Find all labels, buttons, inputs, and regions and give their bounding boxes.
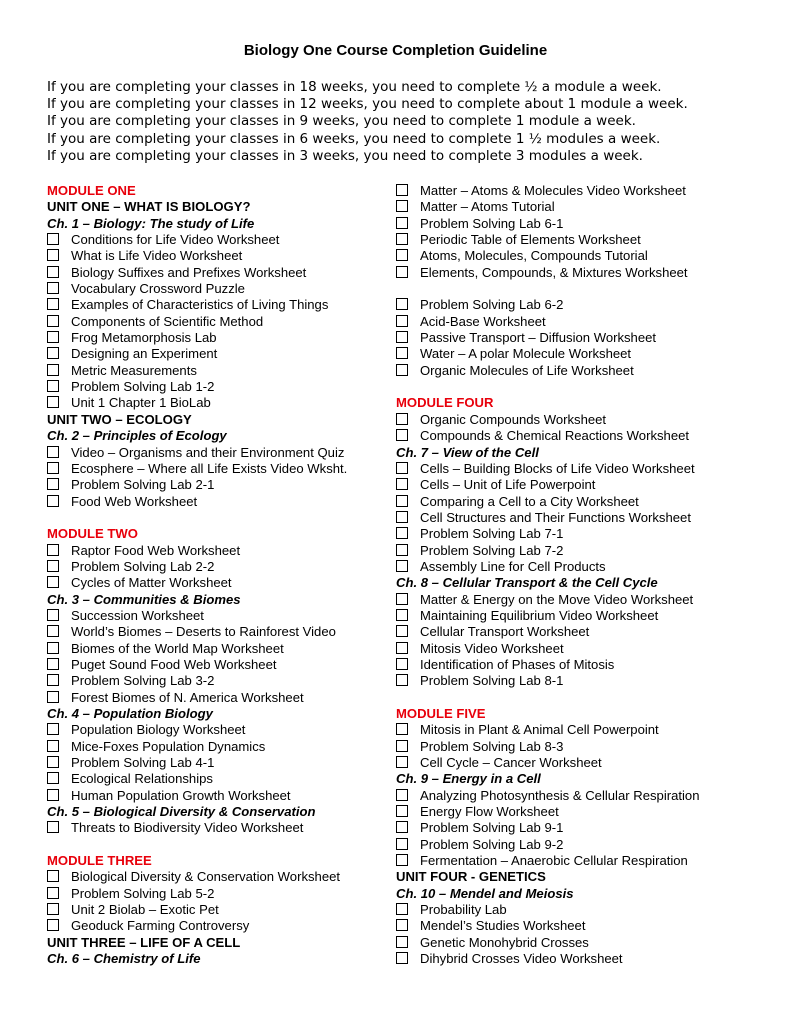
checklist-item-label: Biology Suffixes and Prefixes Worksheet: [71, 264, 307, 280]
checklist-item-label: Problem Solving Lab 1-2: [71, 379, 215, 395]
checklist-item[interactable]: [396, 297, 756, 313]
intro-paragraph: [47, 79, 688, 165]
checkbox[interactable]: [47, 495, 59, 507]
checklist-item-label: Problem Solving Lab 9-2: [420, 836, 564, 852]
checklist-item[interactable]: [396, 657, 756, 673]
checklist-item-label: Designing an Experiment: [71, 346, 218, 362]
checklist-item-label: Dihybrid Crosses Video Worksheet: [420, 951, 623, 967]
checklist-item[interactable]: [47, 281, 387, 297]
checkbox[interactable]: [47, 870, 59, 882]
checklist-item-label: Organic Molecules of Life Worksheet: [420, 362, 634, 378]
checklist-item-label: Assembly Line for Cell Products: [420, 558, 606, 574]
checklist-item[interactable]: [396, 788, 756, 804]
checklist-item[interactable]: [396, 232, 756, 248]
checkbox[interactable]: [396, 821, 408, 833]
checklist-item-label: Maintaining Equilibrium Video Worksheet: [420, 607, 659, 623]
checklist-item-label: Analyzing Photosynthesis & Cellular Respiration: [420, 787, 700, 803]
checklist-item-label: Cell Cycle – Cancer Worksheet: [420, 755, 602, 771]
checklist-item-label: Succession Worksheet: [71, 607, 204, 623]
checklist-item-label: Genetic Monohybrid Crosses: [420, 934, 589, 950]
module-heading: MODULE TWO: [47, 526, 138, 542]
checklist-item-label: Mitosis in Plant & Animal Cell Powerpoint: [420, 722, 659, 738]
checkbox[interactable]: [396, 249, 408, 261]
unit-heading: UNIT THREE – LIFE OF A CELL: [47, 934, 241, 950]
checkbox[interactable]: [396, 233, 408, 245]
checkbox[interactable]: [396, 429, 408, 441]
checkbox[interactable]: [47, 772, 59, 784]
checklist-item-label: Conditions for Life Video Worksheet: [71, 232, 280, 248]
checklist-item-label: Video – Organisms and their Environment Quiz: [71, 444, 345, 460]
checkbox[interactable]: [396, 560, 408, 572]
checkbox[interactable]: [47, 347, 59, 359]
checkbox[interactable]: [47, 396, 59, 408]
checkbox[interactable]: [47, 446, 59, 458]
checklist-item-label: Matter & Energy on the Move Video Worksheet: [420, 591, 694, 607]
checklist-item-label: What is Life Video Worksheet: [71, 248, 243, 264]
checkbox[interactable]: [47, 560, 59, 572]
checklist-item[interactable]: [396, 265, 756, 281]
chapter-heading: Ch. 9 – Energy in a Cell: [396, 771, 541, 787]
checkbox[interactable]: [47, 756, 59, 768]
checkbox[interactable]: [396, 642, 408, 654]
checklist-item[interactable]: [47, 314, 387, 330]
checklist-item[interactable]: [47, 820, 387, 836]
checklist-item-label: Fermentation – Anaerobic Cellular Respiration: [420, 853, 688, 869]
checkbox[interactable]: [47, 658, 59, 670]
checklist-item-label: Mitosis Video Worksheet: [420, 640, 564, 656]
checklist-item-label: Problem Solving Lab 3-2: [71, 673, 215, 689]
checklist-item[interactable]: [396, 951, 756, 967]
checkbox[interactable]: [47, 625, 59, 637]
checklist-item-label: Problem Solving Lab 5-2: [71, 885, 215, 901]
checkbox[interactable]: [47, 233, 59, 245]
checkbox[interactable]: [396, 184, 408, 196]
checkbox[interactable]: [396, 347, 408, 359]
checklist-item-label: Probability Lab: [420, 902, 507, 918]
checkbox[interactable]: [47, 478, 59, 490]
checklist-item[interactable]: [396, 820, 756, 836]
unit-heading: UNIT FOUR - GENETICS: [396, 869, 546, 885]
checklist-item[interactable]: [47, 886, 387, 902]
checklist-item-label: Water – A polar Molecule Worksheet: [420, 346, 632, 362]
checklist-item[interactable]: [47, 575, 387, 591]
checklist-item[interactable]: [47, 657, 387, 673]
checklist-item[interactable]: [396, 608, 756, 624]
checklist-item-label: Identification of Phases of Mitosis: [420, 656, 615, 672]
checklist-item-label: World’s Biomes – Deserts to Rainforest Video: [71, 624, 336, 640]
checklist-item-label: Matter – Atoms Tutorial: [420, 199, 555, 215]
checklist-item-label: Problem Solving Lab 2-2: [71, 558, 215, 574]
checklist-item[interactable]: [47, 722, 387, 738]
checkbox[interactable]: [396, 936, 408, 948]
checkbox[interactable]: [396, 854, 408, 866]
checkbox[interactable]: [396, 805, 408, 817]
spacer: [47, 837, 387, 853]
module-heading: MODULE THREE: [47, 853, 152, 869]
checkbox[interactable]: [396, 217, 408, 229]
chapter-heading: Ch. 1 – Biology: The study of Life: [47, 215, 255, 231]
checklist-item[interactable]: [47, 477, 387, 493]
checklist-item-label: Matter – Atoms & Molecules Video Worksheet: [420, 183, 686, 198]
checklist-item-label: Problem Solving Lab 6-1: [420, 215, 564, 231]
checkbox[interactable]: [396, 952, 408, 964]
checklist-item[interactable]: [396, 526, 756, 542]
checklist-item-label: Problem Solving Lab 7-2: [420, 542, 564, 558]
checklist-item-label: Food Web Worksheet: [71, 493, 198, 509]
checklist-item-label: Ecosphere – Where all Life Exists Video Wksht.: [71, 460, 348, 476]
spacer: [396, 379, 756, 395]
checkbox[interactable]: [396, 838, 408, 850]
checklist-item[interactable]: [396, 755, 756, 771]
checklist-item[interactable]: [47, 641, 387, 657]
spacer: [396, 690, 756, 706]
checklist-item[interactable]: [396, 346, 756, 362]
checklist-item-label: Acid-Base Worksheet: [420, 313, 546, 329]
checkbox[interactable]: [396, 544, 408, 556]
checklist-item[interactable]: [47, 379, 387, 395]
intro-line: If you are completing your classes in 6 weeks, you need to complete 1 ½ modules a week.: [47, 130, 661, 147]
chapter-heading: Ch. 7 – View of the Cell: [396, 444, 539, 460]
checkbox[interactable]: [396, 756, 408, 768]
checklist-item[interactable]: [47, 771, 387, 787]
checklist-item-label: Problem Solving Lab 6-2: [420, 297, 564, 313]
checklist-item[interactable]: [396, 624, 756, 640]
checklist-item-label: Puget Sound Food Web Worksheet: [71, 656, 277, 672]
checklist-item[interactable]: [47, 445, 387, 461]
checkbox[interactable]: [396, 740, 408, 752]
checklist-item[interactable]: [396, 461, 756, 477]
checklist-item[interactable]: [47, 395, 387, 411]
unit-heading: UNIT ONE – WHAT IS BIOLOGY?: [47, 199, 251, 215]
checkbox[interactable]: [396, 723, 408, 735]
checklist-item[interactable]: [396, 363, 756, 379]
checklist-item-label: Organic Compounds Worksheet: [420, 411, 607, 427]
checkbox[interactable]: [396, 789, 408, 801]
checklist-item-label: Cycles of Matter Worksheet: [71, 575, 232, 591]
checkbox[interactable]: [47, 609, 59, 621]
unit-heading: UNIT TWO – ECOLOGY: [47, 411, 192, 427]
checklist-item[interactable]: [47, 624, 387, 640]
checkbox[interactable]: [396, 495, 408, 507]
checklist-item-label: Problem Solving Lab 8-3: [420, 738, 564, 754]
checklist-item-label: Geoduck Farming Controversy: [71, 918, 250, 934]
checklist-item[interactable]: [396, 902, 756, 918]
checkbox[interactable]: [47, 544, 59, 556]
checklist-item-label: Passive Transport – Diffusion Worksheet: [420, 330, 657, 346]
checkbox[interactable]: [396, 511, 408, 523]
checkbox[interactable]: [396, 658, 408, 670]
checklist-item-label: Forest Biomes of N. America Worksheet: [71, 689, 304, 705]
checklist-item-label: Human Population Growth Worksheet: [71, 787, 291, 803]
checklist-item[interactable]: [47, 918, 387, 934]
checklist-item-label: Ecological Relationships: [71, 771, 213, 787]
checkbox[interactable]: [47, 380, 59, 392]
checklist-item[interactable]: [396, 510, 756, 526]
checklist-item[interactable]: [396, 183, 756, 199]
checklist-item[interactable]: [47, 755, 387, 771]
checklist-item-label: Problem Solving Lab 2-1: [71, 477, 215, 493]
checklist-item[interactable]: [396, 837, 756, 853]
page-title: Biology One Course Completion Guideline: [243, 42, 548, 59]
checkbox[interactable]: [396, 315, 408, 327]
checklist-item-label: Mice-Foxes Population Dynamics: [71, 738, 266, 754]
checklist-item[interactable]: [47, 673, 387, 689]
checklist-item-label: Problem Solving Lab 9-1: [420, 820, 564, 836]
module-heading: MODULE FOUR: [396, 395, 494, 411]
chapter-heading: Ch. 10 – Mendel and Meiosis: [396, 885, 574, 901]
module-heading: MODULE ONE: [47, 183, 136, 198]
checkbox[interactable]: [47, 315, 59, 327]
checkbox[interactable]: [47, 789, 59, 801]
checklist-item-label: Population Biology Worksheet: [71, 722, 246, 738]
checkbox[interactable]: [396, 364, 408, 376]
checklist-item[interactable]: [396, 804, 756, 820]
checkbox[interactable]: [396, 462, 408, 474]
checkbox[interactable]: [396, 625, 408, 637]
checklist-item-label: Problem Solving Lab 8-1: [420, 673, 564, 689]
checkbox[interactable]: [396, 478, 408, 490]
checkbox[interactable]: [47, 576, 59, 588]
chapter-heading: Ch. 8 – Cellular Transport & the Cell Cycle: [396, 575, 658, 591]
checkbox[interactable]: [47, 364, 59, 376]
checklist-item[interactable]: [396, 543, 756, 559]
checklist-item[interactable]: [396, 559, 756, 575]
checklist-item[interactable]: [396, 428, 756, 444]
checklist-item-label: Biological Diversity & Conservation Worksheet: [71, 869, 341, 885]
chapter-heading: Ch. 5 – Biological Diversity & Conservation: [47, 804, 316, 820]
checkbox[interactable]: [47, 723, 59, 735]
checklist-item-label: Metric Measurements: [71, 362, 197, 378]
intro-line: If you are completing your classes in 18 weeks, you need to complete ½ a module a week.: [47, 79, 662, 95]
checkbox[interactable]: [47, 642, 59, 654]
checklist-item-label: Problem Solving Lab 7-1: [420, 526, 564, 542]
intro-line: If you are completing your classes in 12 weeks, you need to complete about 1 module a week.: [47, 96, 688, 113]
checkbox[interactable]: [47, 282, 59, 294]
checklist-item[interactable]: [47, 330, 387, 346]
checkbox[interactable]: [47, 903, 59, 915]
checkbox[interactable]: [396, 331, 408, 343]
checklist-item[interactable]: [47, 788, 387, 804]
checklist-item[interactable]: [47, 346, 387, 362]
checklist-item[interactable]: [396, 494, 756, 510]
checkbox[interactable]: [396, 609, 408, 621]
checklist-item[interactable]: [47, 869, 387, 885]
checklist-item[interactable]: [396, 641, 756, 657]
checkbox[interactable]: [396, 903, 408, 915]
checkbox[interactable]: [396, 674, 408, 686]
checklist-item[interactable]: [47, 608, 387, 624]
checklist-item-label: Cell Structures and Their Functions Worksheet: [420, 509, 691, 525]
checklist-item-label: Unit 2 Biolab – Exotic Pet: [71, 902, 219, 918]
checklist-item[interactable]: [396, 248, 756, 264]
intro-line: If you are completing your classes in 3 weeks, you need to complete 3 modules a week.: [47, 147, 643, 164]
checklist-item[interactable]: [396, 935, 756, 951]
checkbox[interactable]: [47, 691, 59, 703]
checkbox[interactable]: [396, 919, 408, 931]
checklist-item[interactable]: [47, 363, 387, 379]
checklist-item-label: Unit 1 Chapter 1 BioLab: [71, 395, 211, 411]
checklist-item[interactable]: [396, 477, 756, 493]
intro-line: If you are completing your classes in 9 weeks, you need to complete 1 module a week.: [47, 113, 636, 130]
checklist-item[interactable]: [47, 739, 387, 755]
checkbox[interactable]: [47, 674, 59, 686]
checklist-item-label: Mendel’s Studies Worksheet: [420, 918, 586, 934]
checklist-item[interactable]: [47, 265, 387, 281]
checkbox[interactable]: [47, 298, 59, 310]
checklist-item[interactable]: [47, 902, 387, 918]
checklist-item[interactable]: [396, 314, 756, 330]
checklist-item[interactable]: [396, 853, 756, 869]
checklist-item[interactable]: [396, 673, 756, 689]
checklist-item[interactable]: [47, 232, 387, 248]
checkbox[interactable]: [47, 331, 59, 343]
checkbox[interactable]: [47, 919, 59, 931]
checklist-item-label: Energy Flow Worksheet: [420, 804, 559, 820]
chapter-heading: Ch. 6 – Chemistry of Life: [47, 951, 201, 967]
checklist-item[interactable]: [47, 690, 387, 706]
checklist-item-label: Components of Scientific Method: [71, 313, 264, 329]
chapter-heading: Ch. 2 – Principles of Ecology: [47, 428, 227, 444]
checklist-item-label: Threats to Biodiversity Video Worksheet: [71, 820, 304, 836]
checklist-item[interactable]: [396, 199, 756, 215]
checklist-item-label: Raptor Food Web Worksheet: [71, 542, 241, 558]
checkbox[interactable]: [47, 462, 59, 474]
checklist-item-label: Problem Solving Lab 4-1: [71, 755, 215, 771]
checklist-item-label: Cells – Unit of Life Powerpoint: [420, 477, 596, 493]
checklist-item-label: Cellular Transport Worksheet: [420, 624, 590, 640]
checkbox[interactable]: [47, 740, 59, 752]
checklist-item-label: Compounds & Chemical Reactions Worksheet: [420, 428, 690, 444]
module-heading: MODULE FIVE: [396, 706, 486, 721]
checkbox[interactable]: [396, 593, 408, 605]
checkbox[interactable]: [47, 249, 59, 261]
checklist-item-label: Frog Metamorphosis Lab: [71, 330, 217, 346]
checklist-item[interactable]: [47, 248, 387, 264]
checklist-item-label: Comparing a Cell to a City Worksheet: [420, 493, 639, 509]
checkbox[interactable]: [396, 527, 408, 539]
checkbox[interactable]: [47, 887, 59, 899]
checklist-item-label: Biomes of the World Map Worksheet: [71, 640, 284, 656]
spacer: [47, 510, 387, 526]
checklist-item[interactable]: [396, 722, 756, 738]
spacer: [396, 281, 756, 297]
chapter-heading: Ch. 4 – Population Biology: [47, 706, 213, 721]
checklist-item[interactable]: [396, 216, 756, 232]
checklist-item[interactable]: [47, 543, 387, 559]
checklist-item[interactable]: [47, 297, 387, 313]
checklist-item-label: Cells – Building Blocks of Life Video Worksheet: [420, 460, 695, 476]
right-column: [396, 183, 756, 968]
checkbox[interactable]: [396, 298, 408, 310]
checkbox[interactable]: [47, 821, 59, 833]
checkbox[interactable]: [396, 266, 408, 278]
checkbox[interactable]: [396, 200, 408, 212]
checklist-item[interactable]: [47, 559, 387, 575]
checklist-item[interactable]: [396, 739, 756, 755]
checklist-item-label: Vocabulary Crossword Puzzle: [71, 281, 245, 297]
checklist-item[interactable]: [396, 592, 756, 608]
checklist-item[interactable]: [396, 412, 756, 428]
checkbox[interactable]: [396, 413, 408, 425]
checklist-item[interactable]: [396, 330, 756, 346]
checklist-item[interactable]: [396, 918, 756, 934]
checkbox[interactable]: [47, 266, 59, 278]
checklist-item[interactable]: [47, 494, 387, 510]
checklist-item-label: Examples of Characteristics of Living Things: [71, 297, 329, 313]
chapter-heading: Ch. 3 – Communities & Biomes: [47, 591, 241, 607]
checklist-item-label: Elements, Compounds, & Mixtures Worksheet: [420, 264, 688, 280]
checklist-item-label: Atoms, Molecules, Compounds Tutorial: [420, 248, 648, 264]
left-column: [47, 183, 387, 968]
checklist-item[interactable]: [47, 461, 387, 477]
checklist-item-label: Periodic Table of Elements Worksheet: [420, 232, 641, 248]
